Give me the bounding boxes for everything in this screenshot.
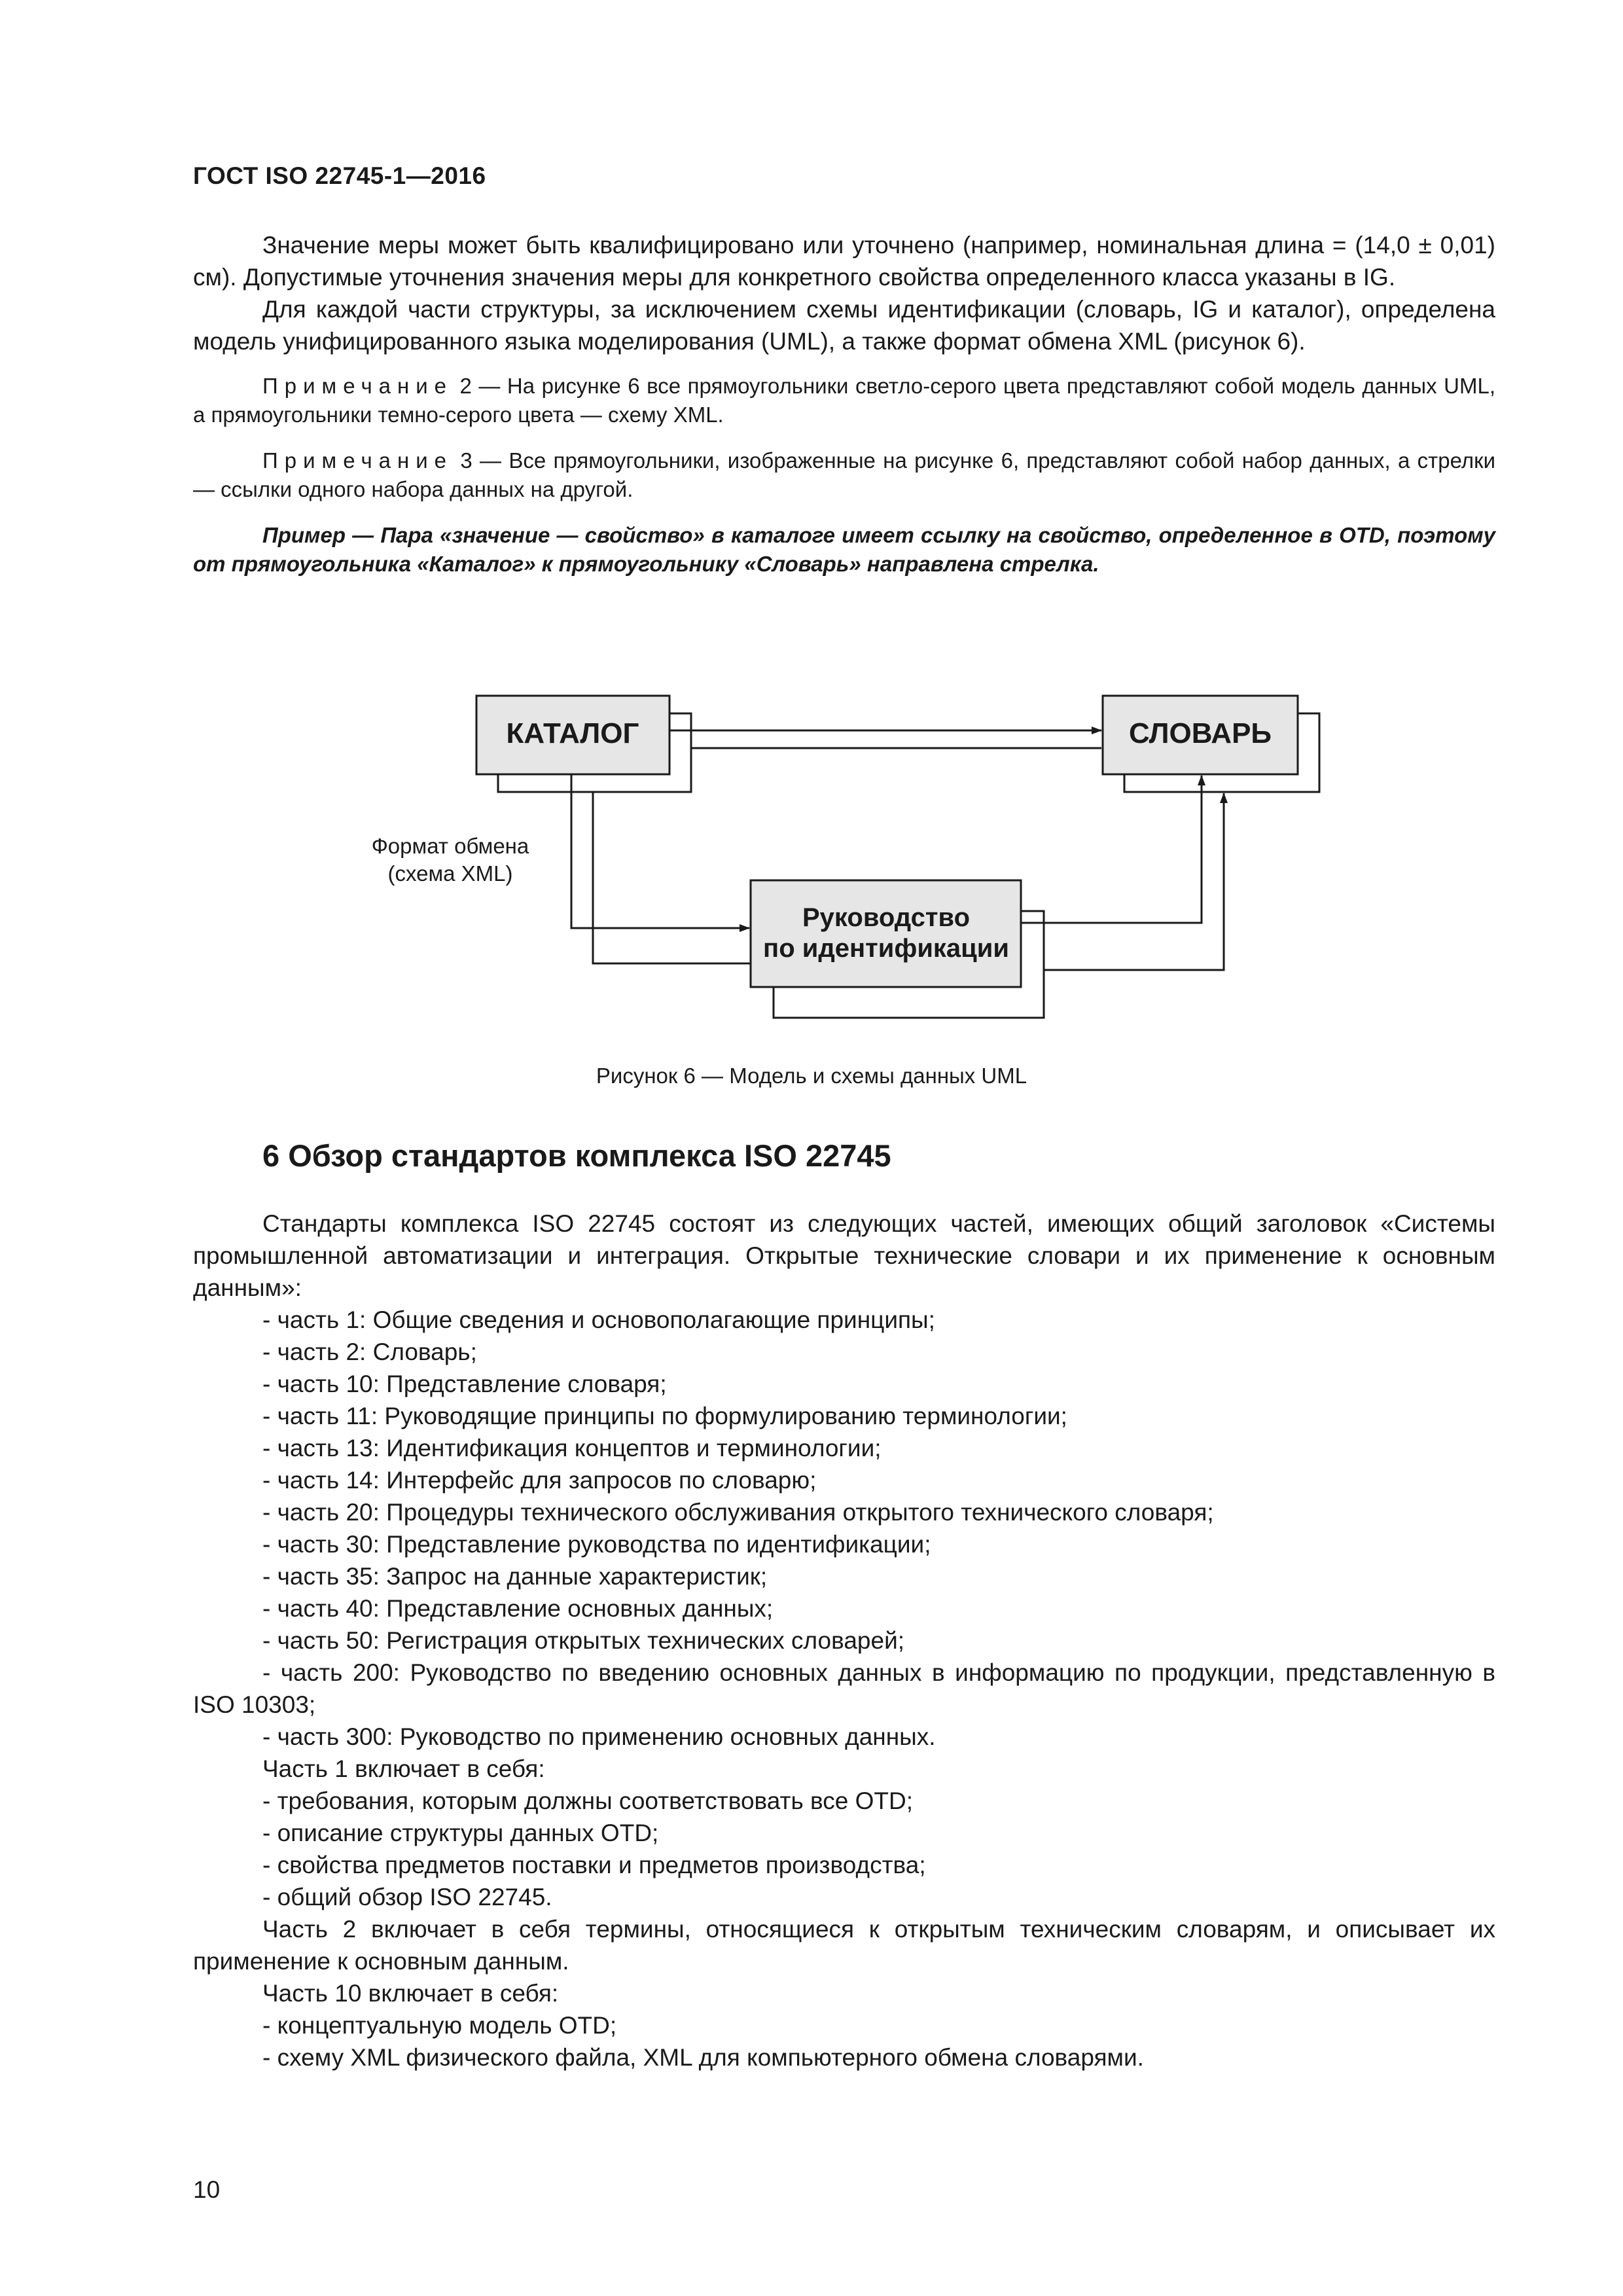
example-paragraph: Пример — Пара «значение — свойство» в каталоге имеет ссылку на свойство, определенное в OTD, поэтому от прямоугольника «Каталог» к прямоугольнику «Словарь» направлена стрелка.	[193, 523, 1495, 576]
exchange-format-label-2: (схема XML)	[387, 861, 513, 886]
intro-paragraph-1: Значение меры может быть квалифицировано или уточнено (например, номинальная длина = (14,0 ± 0,01) см). Допустимые уточнения значения меры для конкретного свойства определенного класса указаны в IG.	[193, 232, 1495, 291]
list-item: - часть 20: Процедуры технического обслуживания открытого технического словаря;	[262, 1499, 1214, 1526]
page-number: 10	[193, 2176, 221, 2203]
exchange-format-label-1: Формат обмена	[371, 834, 529, 858]
list-item: - требования, которым должны соответствовать все OTD;	[262, 1787, 914, 1814]
intro-paragraph-2: Для каждой части структуры, за исключением схемы идентификации (словарь, IG и каталог), определена модель унифицированного языка моделирования (UML), а также формат обмена XML (рисунок 6).	[193, 296, 1495, 355]
part10-heading: Часть 10 включает в себя:	[262, 1980, 559, 2007]
list-item-part-300: - часть 300: Руководство по применению основных данных.	[262, 1723, 936, 1750]
arrow-catalog-to-guide-2	[593, 792, 751, 963]
uml-diagram	[0, 0, 1623, 1113]
section-body	[193, 1208, 1495, 2073]
list-item: - часть 13: Идентификация концептов и терминологии;	[262, 1435, 882, 1462]
figure-caption: Рисунок 6 — Модель и схемы данных UML	[596, 1064, 1027, 1088]
dictionary-box-label: СЛОВАРЬ	[1128, 717, 1272, 749]
document-header: ГОСТ ISO 22745-1—2016	[193, 162, 486, 189]
arrow-guide-to-dictionary-2	[1044, 793, 1224, 970]
list-item: - схему XML физического файла, XML для компьютерного обмена словарями.	[262, 2044, 1144, 2071]
list-item: - свойства предметов поставки и предметов производства;	[262, 1852, 926, 1878]
arrow-guide-to-dictionary-1	[1021, 776, 1202, 923]
note-3-text: 3 — Все прямоугольники, изображенные на рисунке 6, представляют собой набор данных, а стрелки — ссылки одного набора данных на другой.	[193, 448, 1495, 501]
note-3-label: Примечание	[262, 448, 454, 473]
list-item: - часть 14: Интерфейс для запросов по словарю;	[262, 1467, 817, 1494]
list-item: - концептуальную модель OTD;	[262, 2012, 617, 2039]
parts-list	[193, 1304, 1495, 1753]
list-item: - часть 30: Представление руководства по идентификации;	[262, 1531, 931, 1558]
guide-box-label-1: Руководство	[802, 903, 971, 932]
section-intro: Стандарты комплекса ISO 22745 состоят из следующих частей, имеющих общий заголовок «Системы промышленной автоматизации и интеграция. Открытые технические словари и их применение к основным данным»:	[193, 1210, 1495, 1301]
list-item: - общий обзор ISO 22745.	[262, 1884, 552, 1910]
list-item: - часть 2: Словарь;	[262, 1338, 477, 1365]
part1-heading: Часть 1 включает в себя:	[262, 1755, 545, 1782]
list-item: - часть 11: Руководящие принципы по формулированию терминологии;	[262, 1403, 1067, 1429]
arrow-catalog-to-guide-1	[571, 774, 749, 928]
guide-box-label-2: по идентификации	[763, 934, 1009, 963]
list-item: - часть 50: Регистрация открытых технических словарей;	[262, 1627, 905, 1654]
list-item: - часть 35: Запрос на данные характеристик;	[262, 1563, 768, 1590]
section-title: 6 Обзор стандартов комплекса ISO 22745	[262, 1138, 891, 1173]
note-2-label: Примечание	[262, 374, 454, 398]
list-item: - часть 40: Представление основных данных;	[262, 1595, 774, 1622]
list-item: - часть 1: Общие сведения и основополагающие принципы;	[262, 1306, 935, 1333]
note-2-text: 2 — На рисунке 6 все прямоугольники светло-серого цвета представляют собой модель данных UML, а прямоугольники темно-серого цвета — схему XML.	[193, 374, 1495, 427]
list-item: - описание структуры данных OTD;	[262, 1820, 659, 1846]
list-item: - часть 10: Представление словаря;	[262, 1371, 667, 1397]
catalog-box-label: КАТАЛОГ	[506, 717, 639, 749]
part2-paragraph: Часть 2 включает в себя термины, относящиеся к открытым техническим словарям, и описывает их применение к основным данным.	[193, 1916, 1495, 1975]
list-item-part-200: - часть 200: Руководство по введению основных данных в информацию по продукции, представленную в ISO 10303;	[193, 1659, 1495, 1718]
